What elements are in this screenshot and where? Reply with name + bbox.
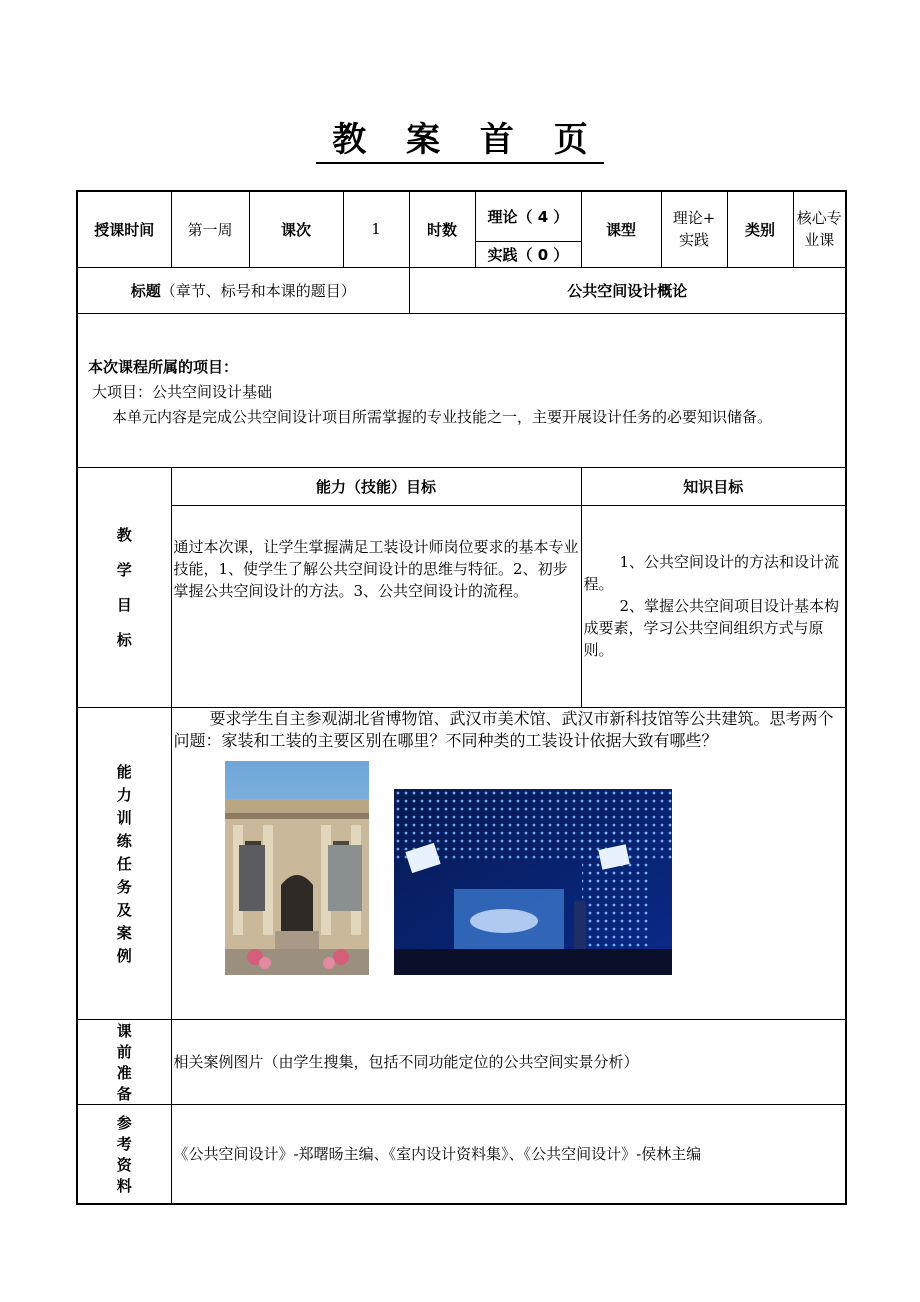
type-value-line1: 理论+ [672,209,716,228]
topic-value: 公共空间设计概论 [409,267,846,313]
refs-label-char: 料 [116,1176,132,1195]
training-images [174,752,844,982]
training-label-char: 案 [116,923,132,942]
refs-label [77,1104,171,1204]
time-value: 第一周 [171,191,249,267]
objectives-label-char: 目 [116,596,132,614]
museum-photo [225,761,369,975]
topic-label-note: （章节、标号和本课的题目） [160,281,356,300]
knowledge-header: 知识目标 [581,467,846,505]
category-value-line1: 核心专 [796,209,842,228]
prep-label [77,1019,171,1104]
training-text: 要求学生自主参观湖北省博物馆、武汉市美术馆、武汉市新科技馆等公共建筑。思考两个问题：家装和工装的主要区别在哪里？不同种类的工装设计依据大致有哪些？ [173,708,834,750]
objectives-label-char: 学 [116,561,132,579]
project-section [77,313,846,467]
category-value [793,191,846,267]
training-label-char: 能 [116,762,132,781]
science-museum-photo [394,789,672,975]
category-label: 类别 [727,191,793,267]
time-label: 授课时间 [77,191,171,267]
project-major: 大项目：公共空间设计基础 [92,382,273,401]
theory-hours: 理论（ 4 ） [475,191,581,241]
lesson-plan-table [76,190,847,1205]
prep-label-char: 备 [116,1084,132,1103]
refs-label-char: 参 [116,1113,132,1132]
knowledge-line-1: 1、公共空间设计的方法和设计流程。 [583,553,840,593]
prep-text: 相关案例图片（由学生搜集，包括不同功能定位的公共空间实景分析） [171,1019,846,1104]
prep-label-char: 课 [116,1021,132,1040]
objectives-label-char: 教 [116,526,132,544]
category-value-line2: 业课 [804,231,835,250]
page-title: 教 案 首 页 [0,112,920,161]
topic-label [77,267,409,313]
refs-label-char: 考 [116,1134,132,1153]
ability-text-body: 通过本次课，让学生掌握满足工装设计师岗位要求的基本专业技能，1、使学生了解公共空间设计的思维与特征。2、初步掌握公共空间设计的方法。3、公共空间设计的流程。 [173,537,579,600]
training-label-char: 任 [116,854,132,873]
type-value-line2: 实践 [678,231,709,250]
prep-label-char: 前 [116,1042,132,1061]
knowledge-line-2: 2、掌握公共空间项目设计基本构成要素，学习公共空间组织方式与原则。 [583,597,840,659]
training-label-char: 例 [116,946,132,965]
objectives-label [77,467,171,707]
refs-label-char: 资 [116,1155,132,1174]
type-label: 课型 [581,191,661,267]
training-label-char: 训 [116,808,132,827]
project-heading: 本次课程所属的项目： [88,357,239,376]
training-label-char: 力 [116,785,132,804]
ability-text [171,505,581,707]
training-label-char: 练 [116,831,132,850]
training-label-char: 务 [116,877,132,896]
ability-header: 能力（技能）目标 [171,467,581,505]
training-content [171,707,846,1019]
refs-text: 《公共空间设计》-郑曙旸主编、《室内设计资料集》、《公共空间设计》-侯林主编 [171,1104,846,1204]
type-value [661,191,727,267]
objectives-label-char: 标 [116,631,132,649]
topic-label-bold: 标题 [130,281,161,300]
lesson-label: 课次 [249,191,343,267]
knowledge-text [581,505,846,707]
project-desc: 本单元内容是完成公共空间设计项目所需掌握的专业技能之一，主要开展设计任务的必要知识储备。 [112,407,773,426]
prep-label-char: 准 [116,1063,132,1082]
training-label-char: 及 [116,900,132,919]
hours-label: 时数 [409,191,475,267]
training-label [77,707,171,1019]
practice-hours: 实践（ 0 ） [475,241,581,267]
lesson-value: 1 [343,191,409,267]
